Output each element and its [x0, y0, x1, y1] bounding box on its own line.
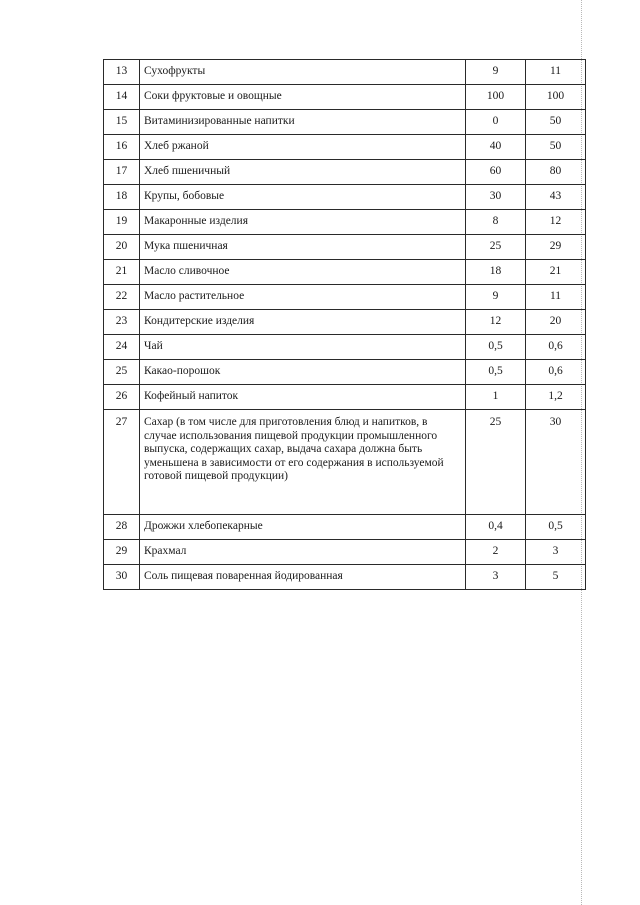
norm-value-2: 11 — [526, 285, 586, 310]
product-name: Кофейный напиток — [140, 385, 466, 410]
norm-value-1: 12 — [466, 310, 526, 335]
product-name: Хлеб ржаной — [140, 135, 466, 160]
row-number: 18 — [104, 185, 140, 210]
row-number: 15 — [104, 110, 140, 135]
row-number: 21 — [104, 260, 140, 285]
product-name: Хлеб пшеничный — [140, 160, 466, 185]
product-name: Масло сливочное — [140, 260, 466, 285]
norm-value-2: 0,6 — [526, 335, 586, 360]
table-row — [104, 385, 586, 410]
table-row — [104, 85, 586, 110]
norm-value-1: 18 — [466, 260, 526, 285]
table-row — [104, 360, 586, 385]
product-name: Крахмал — [140, 540, 466, 565]
norm-value-2: 80 — [526, 160, 586, 185]
row-number: 20 — [104, 235, 140, 260]
norm-value-2: 3 — [526, 540, 586, 565]
norm-value-1: 0,5 — [466, 360, 526, 385]
row-number: 22 — [104, 285, 140, 310]
norm-value-1: 100 — [466, 85, 526, 110]
norm-value-2: 5 — [526, 565, 586, 590]
food-norms-table — [103, 59, 586, 590]
table-row — [104, 60, 586, 85]
row-number: 30 — [104, 565, 140, 590]
norm-value-2: 21 — [526, 260, 586, 285]
norm-value-2: 1,2 — [526, 385, 586, 410]
product-name: Какао-порошок — [140, 360, 466, 385]
table-row — [104, 565, 586, 590]
product-name: Крупы, бобовые — [140, 185, 466, 210]
row-number: 16 — [104, 135, 140, 160]
norm-value-2: 30 — [526, 410, 586, 515]
norm-value-2: 20 — [526, 310, 586, 335]
norm-value-2: 12 — [526, 210, 586, 235]
row-number: 29 — [104, 540, 140, 565]
table-row — [104, 335, 586, 360]
product-name: Соки фруктовые и овощные — [140, 85, 466, 110]
norm-value-2: 29 — [526, 235, 586, 260]
norm-value-2: 11 — [526, 60, 586, 85]
norm-value-1: 25 — [466, 235, 526, 260]
product-name: Масло растительное — [140, 285, 466, 310]
product-name: Чай — [140, 335, 466, 360]
table-row — [104, 515, 586, 540]
norm-value-2: 0,5 — [526, 515, 586, 540]
norm-value-2: 50 — [526, 110, 586, 135]
norm-value-1: 40 — [466, 135, 526, 160]
table-row — [104, 410, 586, 515]
product-name: Дрожжи хлебопекарные — [140, 515, 466, 540]
row-number: 24 — [104, 335, 140, 360]
norm-value-2: 50 — [526, 135, 586, 160]
table-row — [104, 160, 586, 185]
row-number: 25 — [104, 360, 140, 385]
row-number: 14 — [104, 85, 140, 110]
product-name: Сухофрукты — [140, 60, 466, 85]
product-name: Витаминизированные напитки — [140, 110, 466, 135]
norm-value-1: 9 — [466, 285, 526, 310]
table-row — [104, 540, 586, 565]
row-number: 23 — [104, 310, 140, 335]
norm-value-1: 3 — [466, 565, 526, 590]
product-name: Мука пшеничная — [140, 235, 466, 260]
norm-value-1: 25 — [466, 410, 526, 515]
norm-value-2: 43 — [526, 185, 586, 210]
norm-value-1: 0 — [466, 110, 526, 135]
norm-value-1: 0,5 — [466, 335, 526, 360]
row-number: 19 — [104, 210, 140, 235]
table-row — [104, 285, 586, 310]
table-row — [104, 185, 586, 210]
product-name: Макаронные изделия — [140, 210, 466, 235]
norm-value-1: 0,4 — [466, 515, 526, 540]
norm-value-2: 100 — [526, 85, 586, 110]
norm-value-1: 9 — [466, 60, 526, 85]
row-number: 13 — [104, 60, 140, 85]
row-number: 27 — [104, 410, 140, 515]
table-row — [104, 260, 586, 285]
norm-value-1: 2 — [466, 540, 526, 565]
product-name: Кондитерские изделия — [140, 310, 466, 335]
norm-value-1: 8 — [466, 210, 526, 235]
norm-value-1: 60 — [466, 160, 526, 185]
norm-value-1: 1 — [466, 385, 526, 410]
row-number: 17 — [104, 160, 140, 185]
row-number: 28 — [104, 515, 140, 540]
row-number: 26 — [104, 385, 140, 410]
norm-value-1: 30 — [466, 185, 526, 210]
norm-value-2: 0,6 — [526, 360, 586, 385]
table-row — [104, 110, 586, 135]
product-name: Соль пищевая поваренная йодированная — [140, 565, 466, 590]
table-row — [104, 210, 586, 235]
table-row — [104, 235, 586, 260]
product-name: Сахар (в том числе для приготовления блюд и напитков, в случае использования пищевой продукции промышленного выпуска, содержащих сахар, выдача сахара должна быть уменьшена в зависимости от его содержания в используемой готовой пищевой продукции) — [140, 410, 466, 515]
table-row — [104, 135, 586, 160]
table-row — [104, 310, 586, 335]
